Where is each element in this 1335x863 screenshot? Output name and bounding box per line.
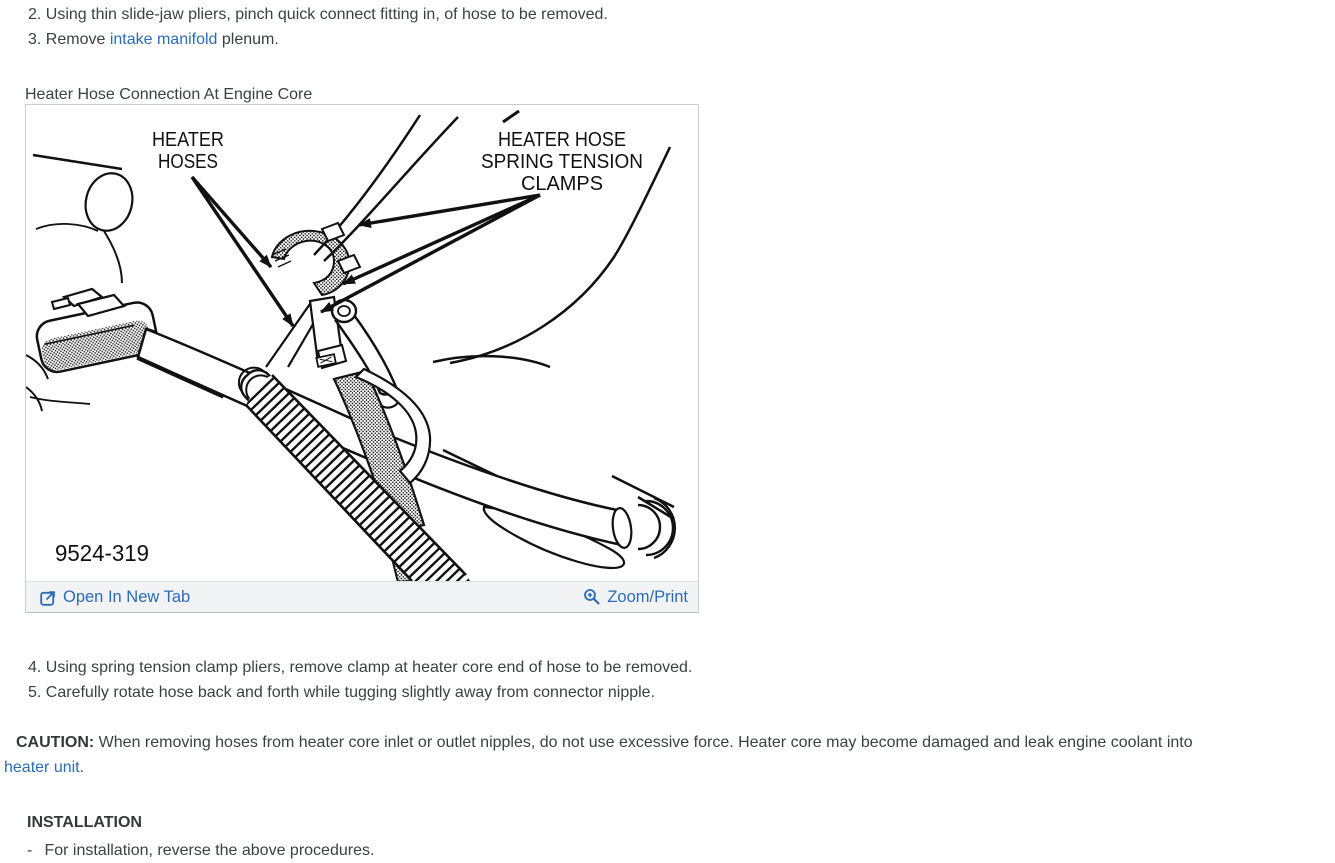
step-3 [28, 27, 1335, 52]
installation-heading: INSTALLATION [27, 814, 142, 831]
step-4-text: Using spring tension clamp pliers, remove clamp at heater core end of hose to be removed. [45, 659, 693, 676]
label-clamps-line2: SPRING TENSION [481, 150, 643, 173]
zoom-print-link[interactable] [583, 588, 688, 607]
hose-end-fitting [610, 498, 675, 558]
step-5-text: Carefully rotate hose back and forth while tugging slightly away from connector nipple. [45, 684, 656, 701]
open-in-new-tab-link[interactable] [40, 588, 190, 607]
caution-body: When removing hoses from heater core inlet or outlet nipples, do not use excessive force. Heater core may become damaged and leak engine coolant into [94, 734, 1193, 751]
heater-unit-link[interactable]: heater unit [4, 759, 80, 776]
figure-number: 9524-319 [55, 540, 149, 566]
step-2-number: 2. [28, 6, 42, 23]
step-2-text: Using thin slide-jaw pliers, pinch quick connect fitting in, of hose to be removed. [45, 6, 608, 23]
caution-label: CAUTION: [16, 734, 95, 751]
step-4 [28, 655, 1335, 680]
step-4-number: 4. [28, 659, 42, 676]
installation-list [0, 838, 1335, 863]
label-leader-arrows [192, 177, 540, 326]
step-5-number: 5. [28, 684, 42, 701]
canister-shape [34, 289, 160, 375]
step-2 [28, 2, 1335, 27]
intake-manifold-link[interactable]: intake manifold [109, 31, 218, 48]
caution-paragraph [4, 730, 1232, 780]
installation-item-dash: - [27, 842, 33, 859]
installation-item-text: For installation, reverse the above procedures. [44, 842, 375, 859]
zoom-print-label: Zoom/Print [607, 587, 688, 606]
zoom-print-icon [583, 588, 601, 606]
figure-container [25, 104, 699, 613]
figure-caption: Heater Hose Connection At Engine Core [25, 86, 313, 103]
open-in-new-tab-icon [40, 589, 57, 606]
figure-image [26, 105, 698, 581]
installation-item [27, 838, 1335, 863]
procedure-steps-top [0, 2, 1335, 52]
heater-hose-diagram [26, 105, 698, 581]
procedure-steps-bottom [0, 655, 1335, 705]
label-clamps-line1: HEATER HOSE [498, 128, 626, 151]
label-clamps-line3: CLAMPS [521, 172, 603, 195]
label-heater-hoses-line2: HOSES [158, 150, 218, 173]
step-3-text-prefix: Remove [45, 31, 110, 48]
caution-suffix: . [79, 759, 85, 776]
step-3-number: 3. [28, 31, 42, 48]
open-in-new-tab-label: Open In New Tab [63, 587, 191, 606]
step-3-text-suffix: plenum. [217, 31, 279, 48]
step-5 [28, 680, 1335, 705]
label-heater-hoses-line1: HEATER [152, 128, 224, 151]
figure-footer [26, 581, 698, 612]
